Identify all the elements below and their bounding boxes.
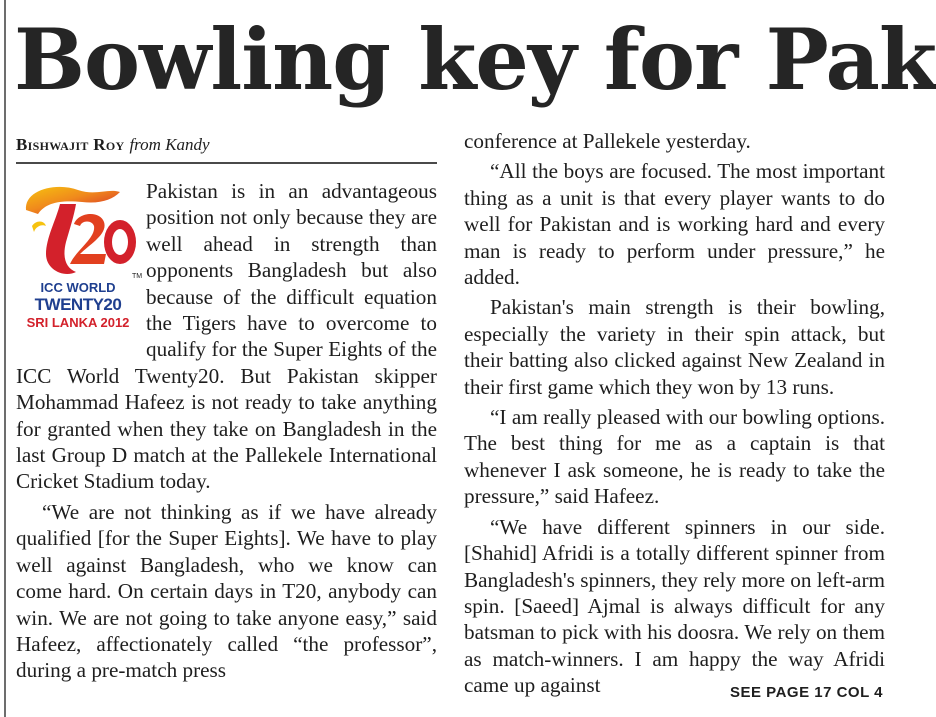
article-paragraph: “I am really pleased with our bowling options. The best thing for me as a captain is that whenever I ask someone, he is ready to take the pressure,” said Hafeez. [464,405,885,509]
byline-author: Bishwajit Roy [16,135,125,154]
article-paragraph: “We are not thinking as if we have already qualified [for the Super Eights]. We have to play well against Bangladesh, who we know can come hard. On certain days in T20, anybody can win. We are not going to take anyone easy,” said Hafeez, affectionately called “the professor”, during a pre-match press [16,499,437,683]
logo-line-sri-lanka-2012: SRI LANKA 2012 [26,315,130,330]
byline [16,128,437,164]
logo-line-twenty20: TWENTY20 [34,295,122,314]
right-column [464,128,885,699]
icc-world-twenty20-logo [16,180,143,338]
article-paragraph: Pakistan is in an advantageous position not only because they are well ahead in strength than opponents Bangladesh but also because of the difficult equation the Tigers have to overcome to qualify for the Super Eights of the ICC World Twenty20. But Pakistan skipper Mohammad Hafeez is not ready to take anything for granted when they take on Bangladesh in the last Group D match at the Pallekele International Cricket Stadium today. [16,179,437,494]
article-paragraph: conference at Pallekele yesterday. [464,129,751,153]
article-paragraph: “All the boys are focused. The most important thing as a unit is that every player wants to do well for Pakistan and is working hard and every man is ready to perform under pressure,” he added. [464,159,885,290]
left-column [16,128,437,684]
logo-line-icc-world: ICC WORLD [40,280,116,295]
byline-location: from Kandy [129,135,210,154]
svg-text:TM: TM [132,273,143,280]
headline: Bowling key for Pak [14,10,936,109]
continued-on-page-link[interactable]: SEE PAGE 17 COL 4 [730,684,883,701]
t20-emblem-icon [16,180,143,284]
article-paragraph: “We have different spinners in our side. [Shahid] Afridi is a totally different spinner from Bangladesh's spinners, they rely more on left-arm spin. [Saeed] Ajmal is always difficult for any batsman to pick with his doosra. We rely on them as match-winners. I am happy the way Afridi came up against [464,514,885,698]
column-rule [4,0,6,717]
article-paragraph: Pakistan's main strength is their bowling, especially the variety in their spin attack, but their batting also clicked against New Zealand in their first game which they won by 13 runs. [464,295,885,399]
